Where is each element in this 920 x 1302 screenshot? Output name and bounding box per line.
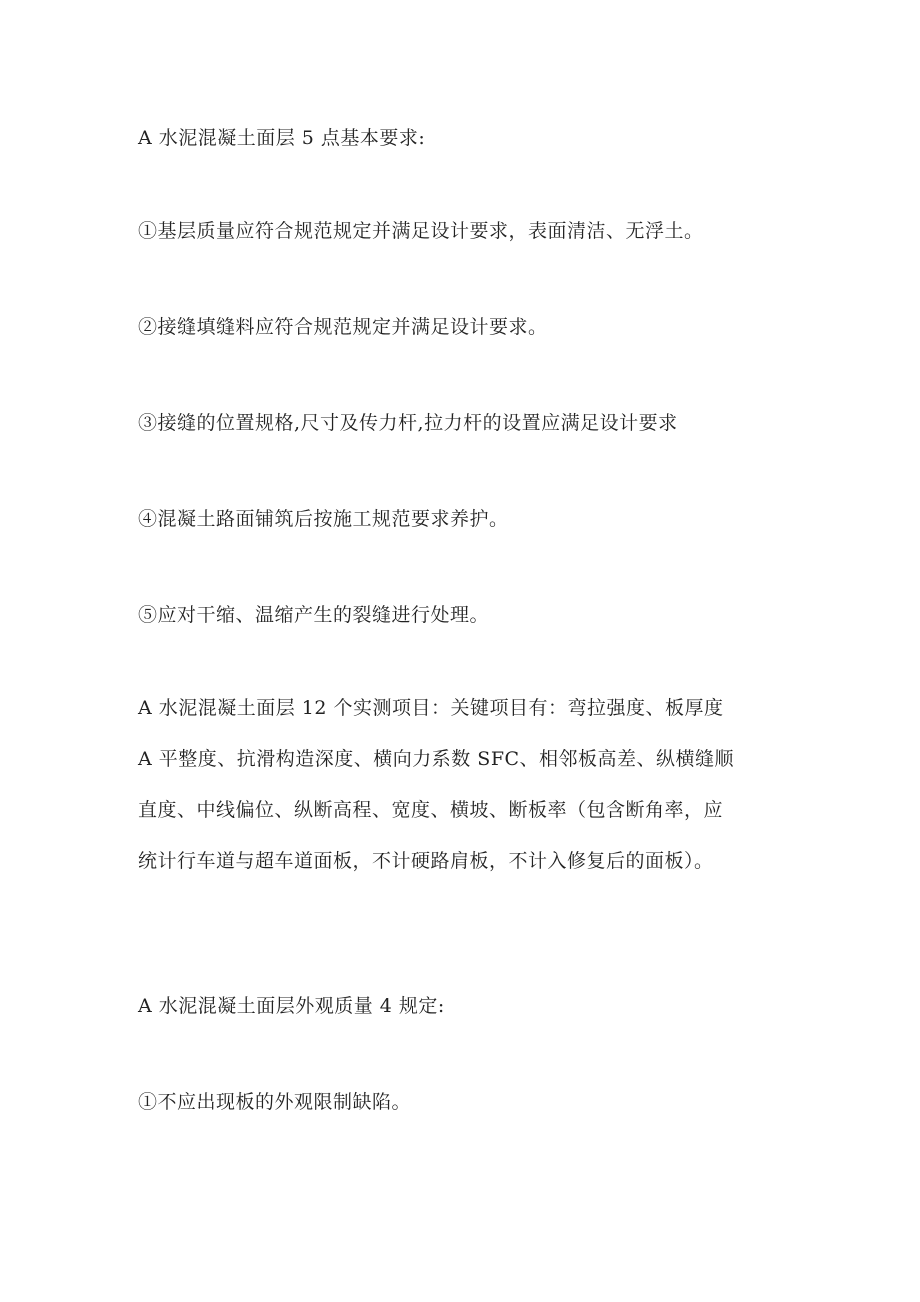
paragraph-line-2: A 平整度、抗滑构造深度、横向力系数 SFC、相邻板高差、纵横缝顺 <box>138 748 735 770</box>
paragraph-line-3: 直度、中线偏位、纵断高程、宽度、横坡、断板率（包含断角率，应 <box>138 799 724 821</box>
requirement-item-1: ①基层质量应符合规范规定并满足设计要求，表面清洁、无浮土。 <box>138 220 704 242</box>
paragraph-line-1: A 水泥混凝土面层 12 个实测项目：关键项目有：弯拉强度、板厚度 <box>138 697 724 719</box>
section-heading-appearance-quality: A 水泥混凝土面层外观质量 4 规定: <box>138 995 445 1017</box>
requirement-item-3: ③接缝的位置规格,尺寸及传力杆,拉力杆的设置应满足设计要求 <box>138 412 678 434</box>
requirement-item-4: ④混凝土路面铺筑后按施工规范要求养护。 <box>138 508 509 530</box>
paragraph-line-4: 统计行车道与超车道面板，不计硬路肩板，不计入修复后的面板）。 <box>138 850 714 872</box>
measurement-items-paragraph <box>138 683 798 887</box>
section-heading-basic-requirements: A 水泥混凝土面层 5 点基本要求: <box>138 127 426 149</box>
appearance-item-1: ①不应出现板的外观限制缺陷。 <box>138 1091 412 1113</box>
requirement-item-5: ⑤应对干缩、温缩产生的裂缝进行处理。 <box>138 604 490 626</box>
requirement-item-2: ②接缝填缝料应符合规范规定并满足设计要求。 <box>138 316 548 338</box>
